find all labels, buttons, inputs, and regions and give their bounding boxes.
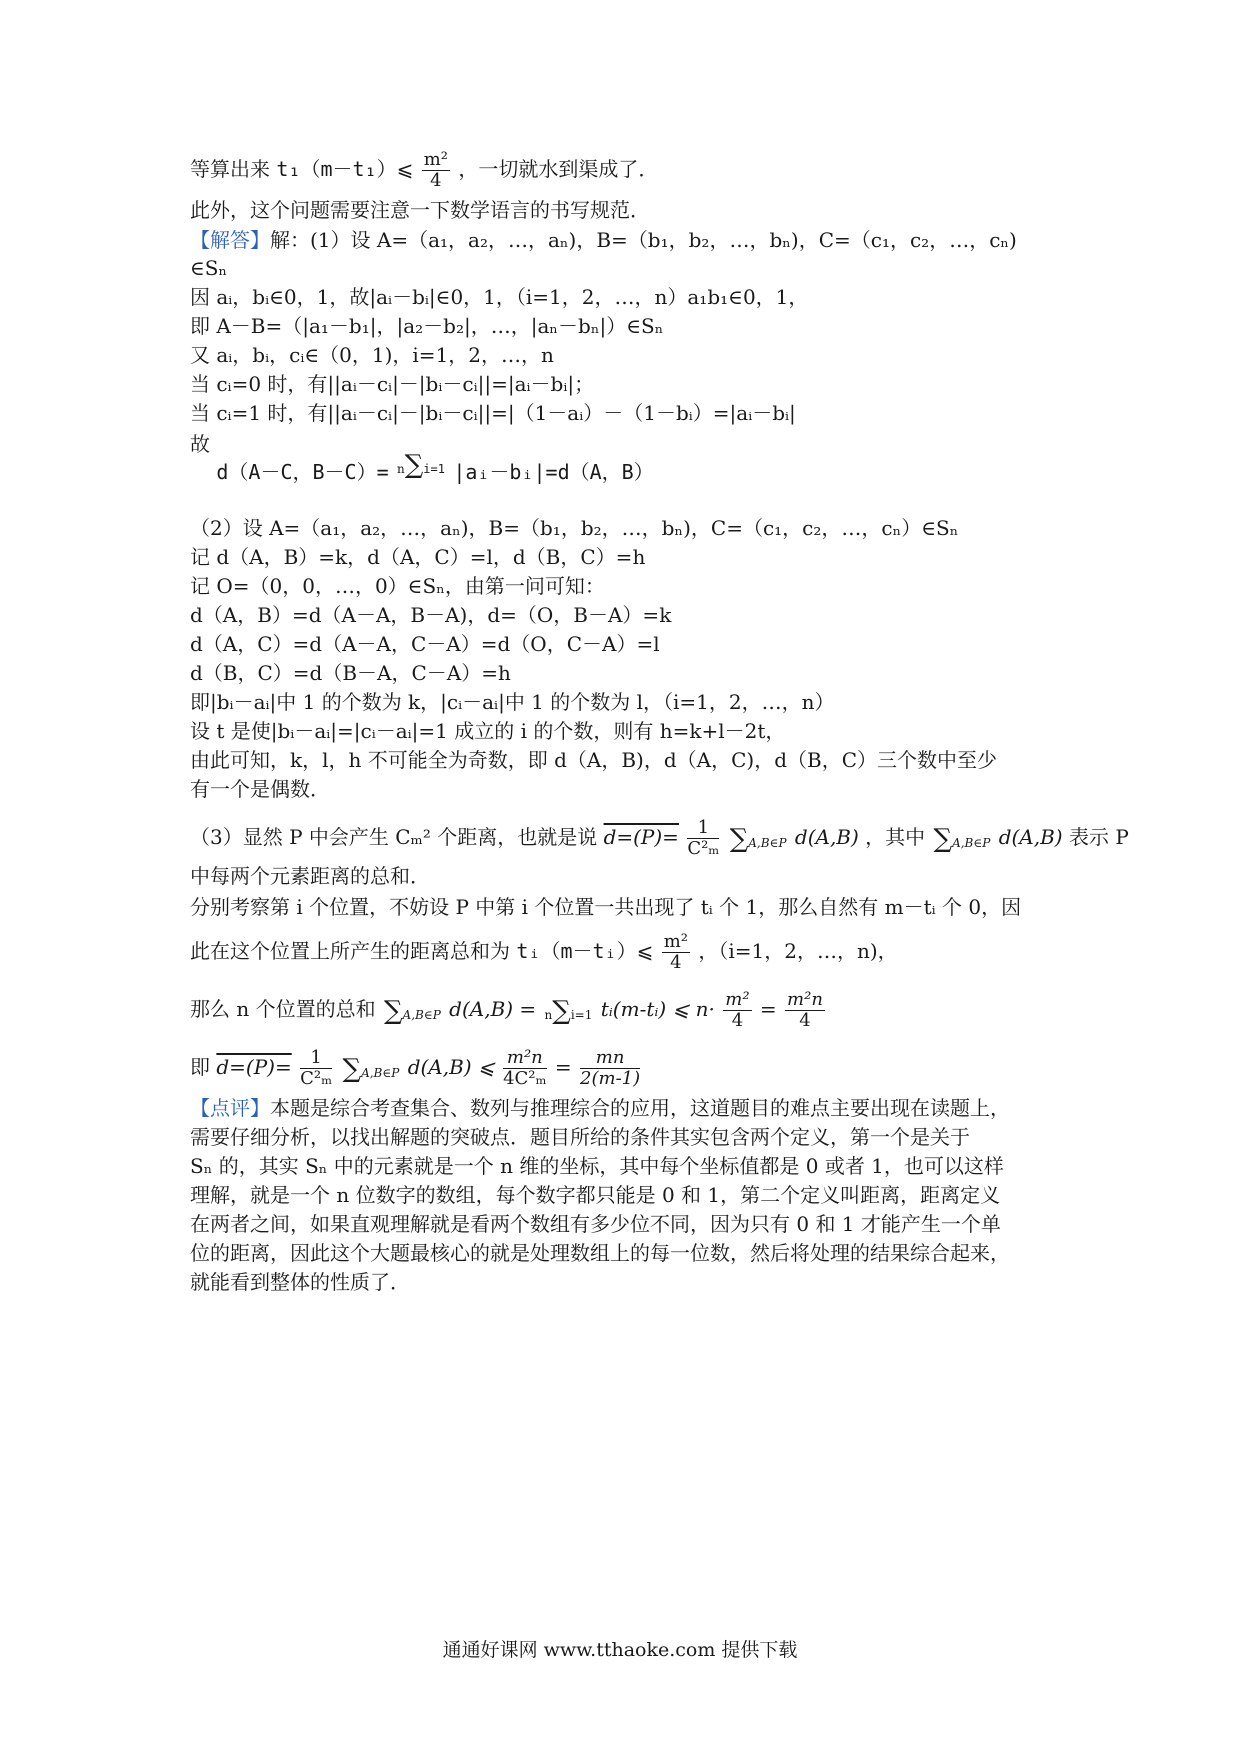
denominator: 4 (670, 952, 682, 973)
sum-symbol (933, 823, 991, 854)
formula: d=(P)= (216, 1055, 292, 1079)
sum-lower: A,B∈P (748, 835, 787, 850)
fraction (300, 1048, 332, 1089)
line-33: 就能看到整体的性质了． (190, 1270, 410, 1294)
line-20: 有一个是偶数． (190, 777, 330, 801)
fraction (723, 990, 751, 1031)
text: 等算出来 (190, 157, 270, 181)
formula: tᵢ（m－tᵢ）⩽ (516, 939, 654, 963)
sigma: ∑ (383, 995, 403, 1026)
denominator: C²ₘ (687, 838, 720, 859)
line-1 (190, 150, 658, 191)
equals: = (554, 1055, 572, 1079)
line-27 (190, 1094, 1010, 1122)
text: ，一切就水到渠成了． (458, 157, 659, 181)
denominator: 2(m-1) (580, 1068, 641, 1089)
sigma: ∑ (342, 1053, 362, 1084)
numerator: m² (663, 931, 688, 952)
numerator: 1 (687, 818, 719, 839)
sum-lower: A,B∈P (402, 1007, 441, 1022)
sum-upper: n (396, 462, 405, 476)
line-32: 位的距离，因此这个大题最核心的就是处理数组上的每一位数，然后将处理的结果综合起来， (190, 1241, 1010, 1265)
fraction (662, 932, 690, 973)
denominator: 4 (731, 1010, 744, 1031)
line-24 (190, 932, 898, 973)
denominator: 4 (799, 1010, 811, 1031)
line-6: 即 A－B=（|a₁－b₁|，|a₂－b₂|，…，|aₙ－bₙ|）∈Sₙ (190, 314, 664, 338)
line-31: 在两者之间，如果直观理解就是看两个数组有多少位不同，因为只有 0 和 1 才能产生一个单 (190, 1212, 1001, 1236)
line-5: 因 aᵢ，bᵢ∈0，1，故|aᵢ－bᵢ|∈0，1，（i=1，2，…，n）a₁b₁∈0，1， (190, 285, 809, 309)
formula: d(A,B) = (449, 997, 537, 1021)
sum-lower: A,B∈P (952, 835, 991, 850)
line-4: ∈Sₙ (190, 256, 228, 280)
fraction (687, 818, 719, 859)
text: 解：(1）设 A=（a₁，a₂，…，aₙ)，B=（b₁，b₂，…，bₙ)，C=（c₁，c₂，…，cₙ) (270, 228, 1017, 252)
fraction (785, 990, 825, 1031)
line-2: 此外，这个问题需要注意一下数学语言的书写规范． (190, 198, 650, 222)
sum-lower: i=1 (423, 462, 445, 476)
text: 即 (190, 1055, 210, 1079)
line-9: 当 cᵢ=1 时，有||aᵢ－cᵢ|－|bᵢ－cᵢ||=|（1－aᵢ）－（1－bᵢ）=|aᵢ－bᵢ| (190, 401, 796, 425)
sigma: ∑ (552, 995, 571, 1026)
text: ，（i=1，2，…，n)， (698, 939, 898, 963)
formula: d（A－C，B－C）= (216, 460, 389, 484)
page-footer: 通通好课网 www.tthaoke.com 提供下载 (442, 1639, 798, 1661)
line-15: d（A，C）=d（A－A，C－A）=d（O，C－A）=l (190, 632, 660, 656)
text: （3）显然 P 中会产生 Cₘ² 个距离，也就是说 (190, 825, 598, 849)
line-18: 设 t 是使|bᵢ－aᵢ|=|cᵢ－aᵢ|=1 成立的 i 的个数，则有 h=k+l－2t， (190, 719, 786, 743)
line-13: 记 O=（0，0，…，0）∈Sₙ，由第一问可知： (190, 574, 605, 598)
numerator: m² (725, 989, 750, 1010)
line-14: d（A，B）=d（A－A，B－A)，d=（O，B－A）=k (190, 603, 672, 627)
line-16: d（B，C）=d（B－A，C－A）=h (190, 661, 511, 685)
line-25 (190, 990, 827, 1031)
text: 故 (190, 432, 210, 456)
line-8: 当 cᵢ=0 时，有||aᵢ－cᵢ|－|bᵢ－cᵢ||=|aᵢ－bᵢ|； (190, 372, 595, 396)
line-30: 理解，就是一个 n 位数字的数组，每个数字都只能是 0 和 1，第二个定义叫距离，距离定义 (190, 1183, 1001, 1207)
line-23: 分别考察第 i 个位置，不妨设 P 中第 i 个位置一共出现了 tᵢ 个 1，那么自然有 m－tᵢ 个 0，因 (190, 895, 1022, 919)
line-17: 即|bᵢ－aᵢ|中 1 的个数为 k，|cᵢ－aᵢ|中 1 的个数为 l，（i=1，2，…，n） (190, 690, 835, 714)
line-7: 又 aᵢ，bᵢ，cᵢ∈（0，1)，i=1，2，…，n (190, 343, 554, 367)
sigma: ∑ (404, 450, 424, 480)
formula: d(A,B) (998, 825, 1063, 849)
sum-symbol (383, 995, 441, 1026)
numerator: 1 (300, 1048, 332, 1069)
equals: = (759, 997, 777, 1021)
sum-lower: A,B∈P (361, 1065, 400, 1080)
text: 表示 P (1068, 825, 1129, 849)
line-12: 记 d（A，B）=k，d（A，C）=l，d（B，C）=h (190, 545, 646, 569)
denominator: 4 (430, 170, 442, 191)
sum-symbol (544, 995, 593, 1026)
sigma: ∑ (729, 823, 749, 854)
denominator: 4C²ₘ (503, 1068, 547, 1089)
formula: |aᵢ－bᵢ|=d（A，B） (453, 460, 654, 484)
formula: d=(P)= (603, 825, 679, 849)
sum-symbol (342, 1053, 400, 1084)
line-3 (190, 226, 1017, 254)
fraction (503, 1048, 546, 1089)
formula: t₁（m－t₁）⩽ (276, 157, 414, 181)
text: 那么 n 个位置的总和 (190, 997, 376, 1021)
line-26 (190, 1048, 642, 1089)
sum-lower: i=1 (570, 1007, 593, 1022)
numerator: m² (423, 149, 448, 170)
numerator: m²n (503, 1048, 546, 1069)
numerator: m²n (787, 989, 823, 1010)
text: ，其中 (865, 825, 926, 849)
fraction (422, 150, 450, 191)
formula: tᵢ(m-tᵢ) ⩽ n· (600, 997, 715, 1021)
line-11: （2）设 A=（a₁，a₂，…，aₙ)，B=（b₁，b₂，…，bₙ)，C=（c₁，c₂，…，cₙ）∈Sₙ (190, 516, 959, 540)
line-22: 中每两个元素距离的总和． (190, 864, 430, 888)
denominator: C²ₘ (300, 1068, 333, 1089)
line-19: 由此可知，k，l，h 不可能全为奇数，即 d（A，B)，d（A，C)，d（B，C）三个数中至少 (190, 748, 998, 772)
line-10 (190, 434, 654, 482)
answer-tag: 【解答】 (190, 228, 270, 252)
line-29: Sₙ 的，其实 Sₙ 中的元素就是一个 n 维的坐标，其中每个坐标值都是 0 或者 1，也可以这样 (190, 1154, 1004, 1178)
text: 本题是综合考查集合、数列与推理综合的应用，这道题目的难点主要出现在读题上， (270, 1096, 1010, 1120)
formula: d(A,B) ⩽ (407, 1055, 495, 1079)
text: 此在这个位置上所产生的距离总和为 (190, 939, 510, 963)
sum-symbol (397, 452, 445, 478)
comment-tag: 【点评】 (190, 1096, 270, 1120)
sigma: ∑ (933, 823, 953, 854)
fraction (580, 1048, 640, 1089)
formula: d(A,B) (794, 825, 859, 849)
sum-upper: n (544, 1007, 553, 1022)
sum-symbol (729, 823, 787, 854)
line-21 (190, 818, 1129, 859)
numerator: mn (580, 1048, 640, 1069)
line-28: 需要仔细分析，以找出解题的突破点．题目所给的条件其实包含两个定义，第一个是关于 (190, 1125, 970, 1149)
